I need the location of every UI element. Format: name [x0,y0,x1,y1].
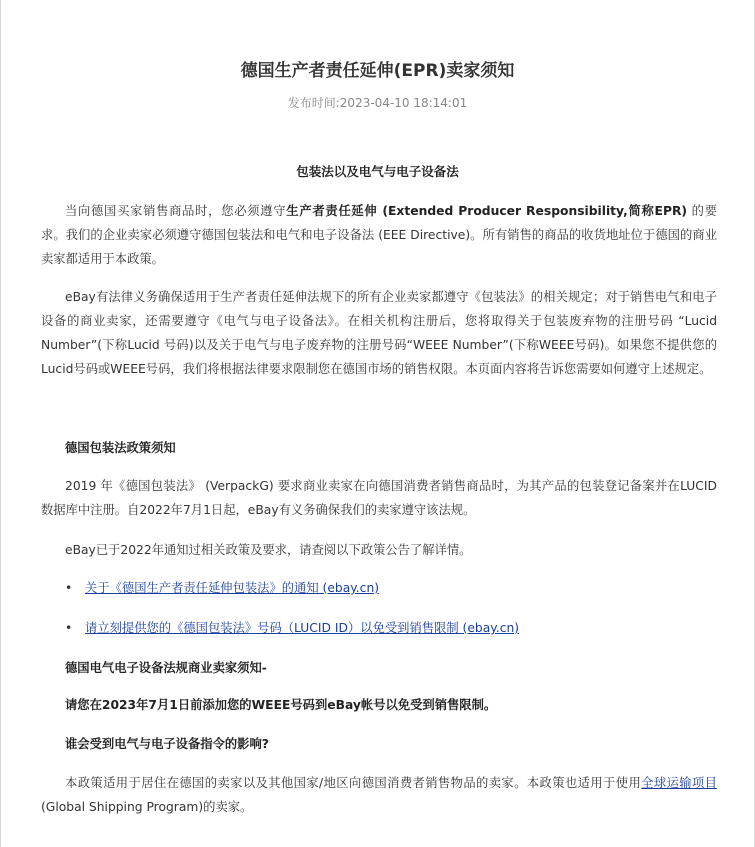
packaging-law-paragraph: 2019 年《德国包装法》 (VerpackG) 要求商业卖家在向德国消费者销售商品时，为其产品的包装登记备案并在LUCID数据库中注册。自2022年7月1日起，eBay有义务确保我们的卖家遵守该法规。 [41,479,717,517]
scope-suffix: (Global Shipping Program)的卖家。 [41,800,253,814]
affected-heading: 谁会受到电气与电子设备指令的影响? [65,737,269,751]
notice-paragraph: eBay已于2022年通知过相关政策及要求，请查阅以下政策公告了解详情。 [65,543,472,557]
list-item [65,618,519,636]
section-title: 包装法以及电气与电子设备法 [296,164,459,179]
obligation-paragraph: eBay有法律义务确保适用于生产者责任延伸法规下的所有企业卖家都遵守《包装法》的相关规定；对于销售电气和电子设备的商业卖家，还需要遵守《电气与电子设备法》。在相关机构注册后，您将取得关于包装废弃物的注册号码 “Lucid Number”(下称Lucid 号码)以及关于电气与电子废弃物的注册号码“WEEE Number”(下称WEEE号码)。如果您不提供您的 Lucid号码或WEEE号码，我们将根据法律要求限制您在德国市场的销售权限。本页面内容将告诉您需要如何遵守上述规定。 [41,290,717,376]
packaging-notice-link[interactable]: 关于《德国生产者责任延伸包装法》的通知 (ebay.cn) [85,581,380,595]
list-item [65,578,379,596]
publish-time: 发布时间:2023-04-10 18:14:01 [287,96,468,110]
bullet-dot: • [65,581,73,595]
deadline-heading: 请您在2023年7月1日前添加您的WEEE号码到eBay帐号以免受到销售限制。 [65,698,497,712]
lucid-id-link[interactable]: 请立刻提供您的《德国包装法》号码（LUCID ID）以免受到销售限制 (ebay.cn) [85,621,520,635]
intro-prefix: 当向德国买家销售商品时，您必须遵守 [65,204,287,218]
global-shipping-link[interactable]: 全球运输项目 [641,776,717,790]
page-title: 德国生产者责任延伸(EPR)卖家须知 [240,61,515,81]
scope-prefix: 本政策适用于居住在德国的卖家以及其他国家/地区向德国消费者销售物品的卖家。本政策也适用于使用 [65,776,642,790]
intro-suffix: 的要求。我们的企业卖家必须遵守德国包装法和电气和电子设备法 (EEE Directive)。所有销售的商品的收货地址位于德国的商业卖家都适用于本政策。 [41,204,717,266]
bullet-dot: • [65,621,73,635]
packaging-law-heading: 德国包装法政策须知 [65,441,176,455]
intro-paragraph [41,199,717,271]
scope-paragraph [41,771,717,819]
epr-term: 生产者责任延伸 (Extended Producer Responsibility,简称EPR) [286,204,688,218]
weee-heading: 德国电气电子设备法规商业卖家须知- [65,661,267,675]
